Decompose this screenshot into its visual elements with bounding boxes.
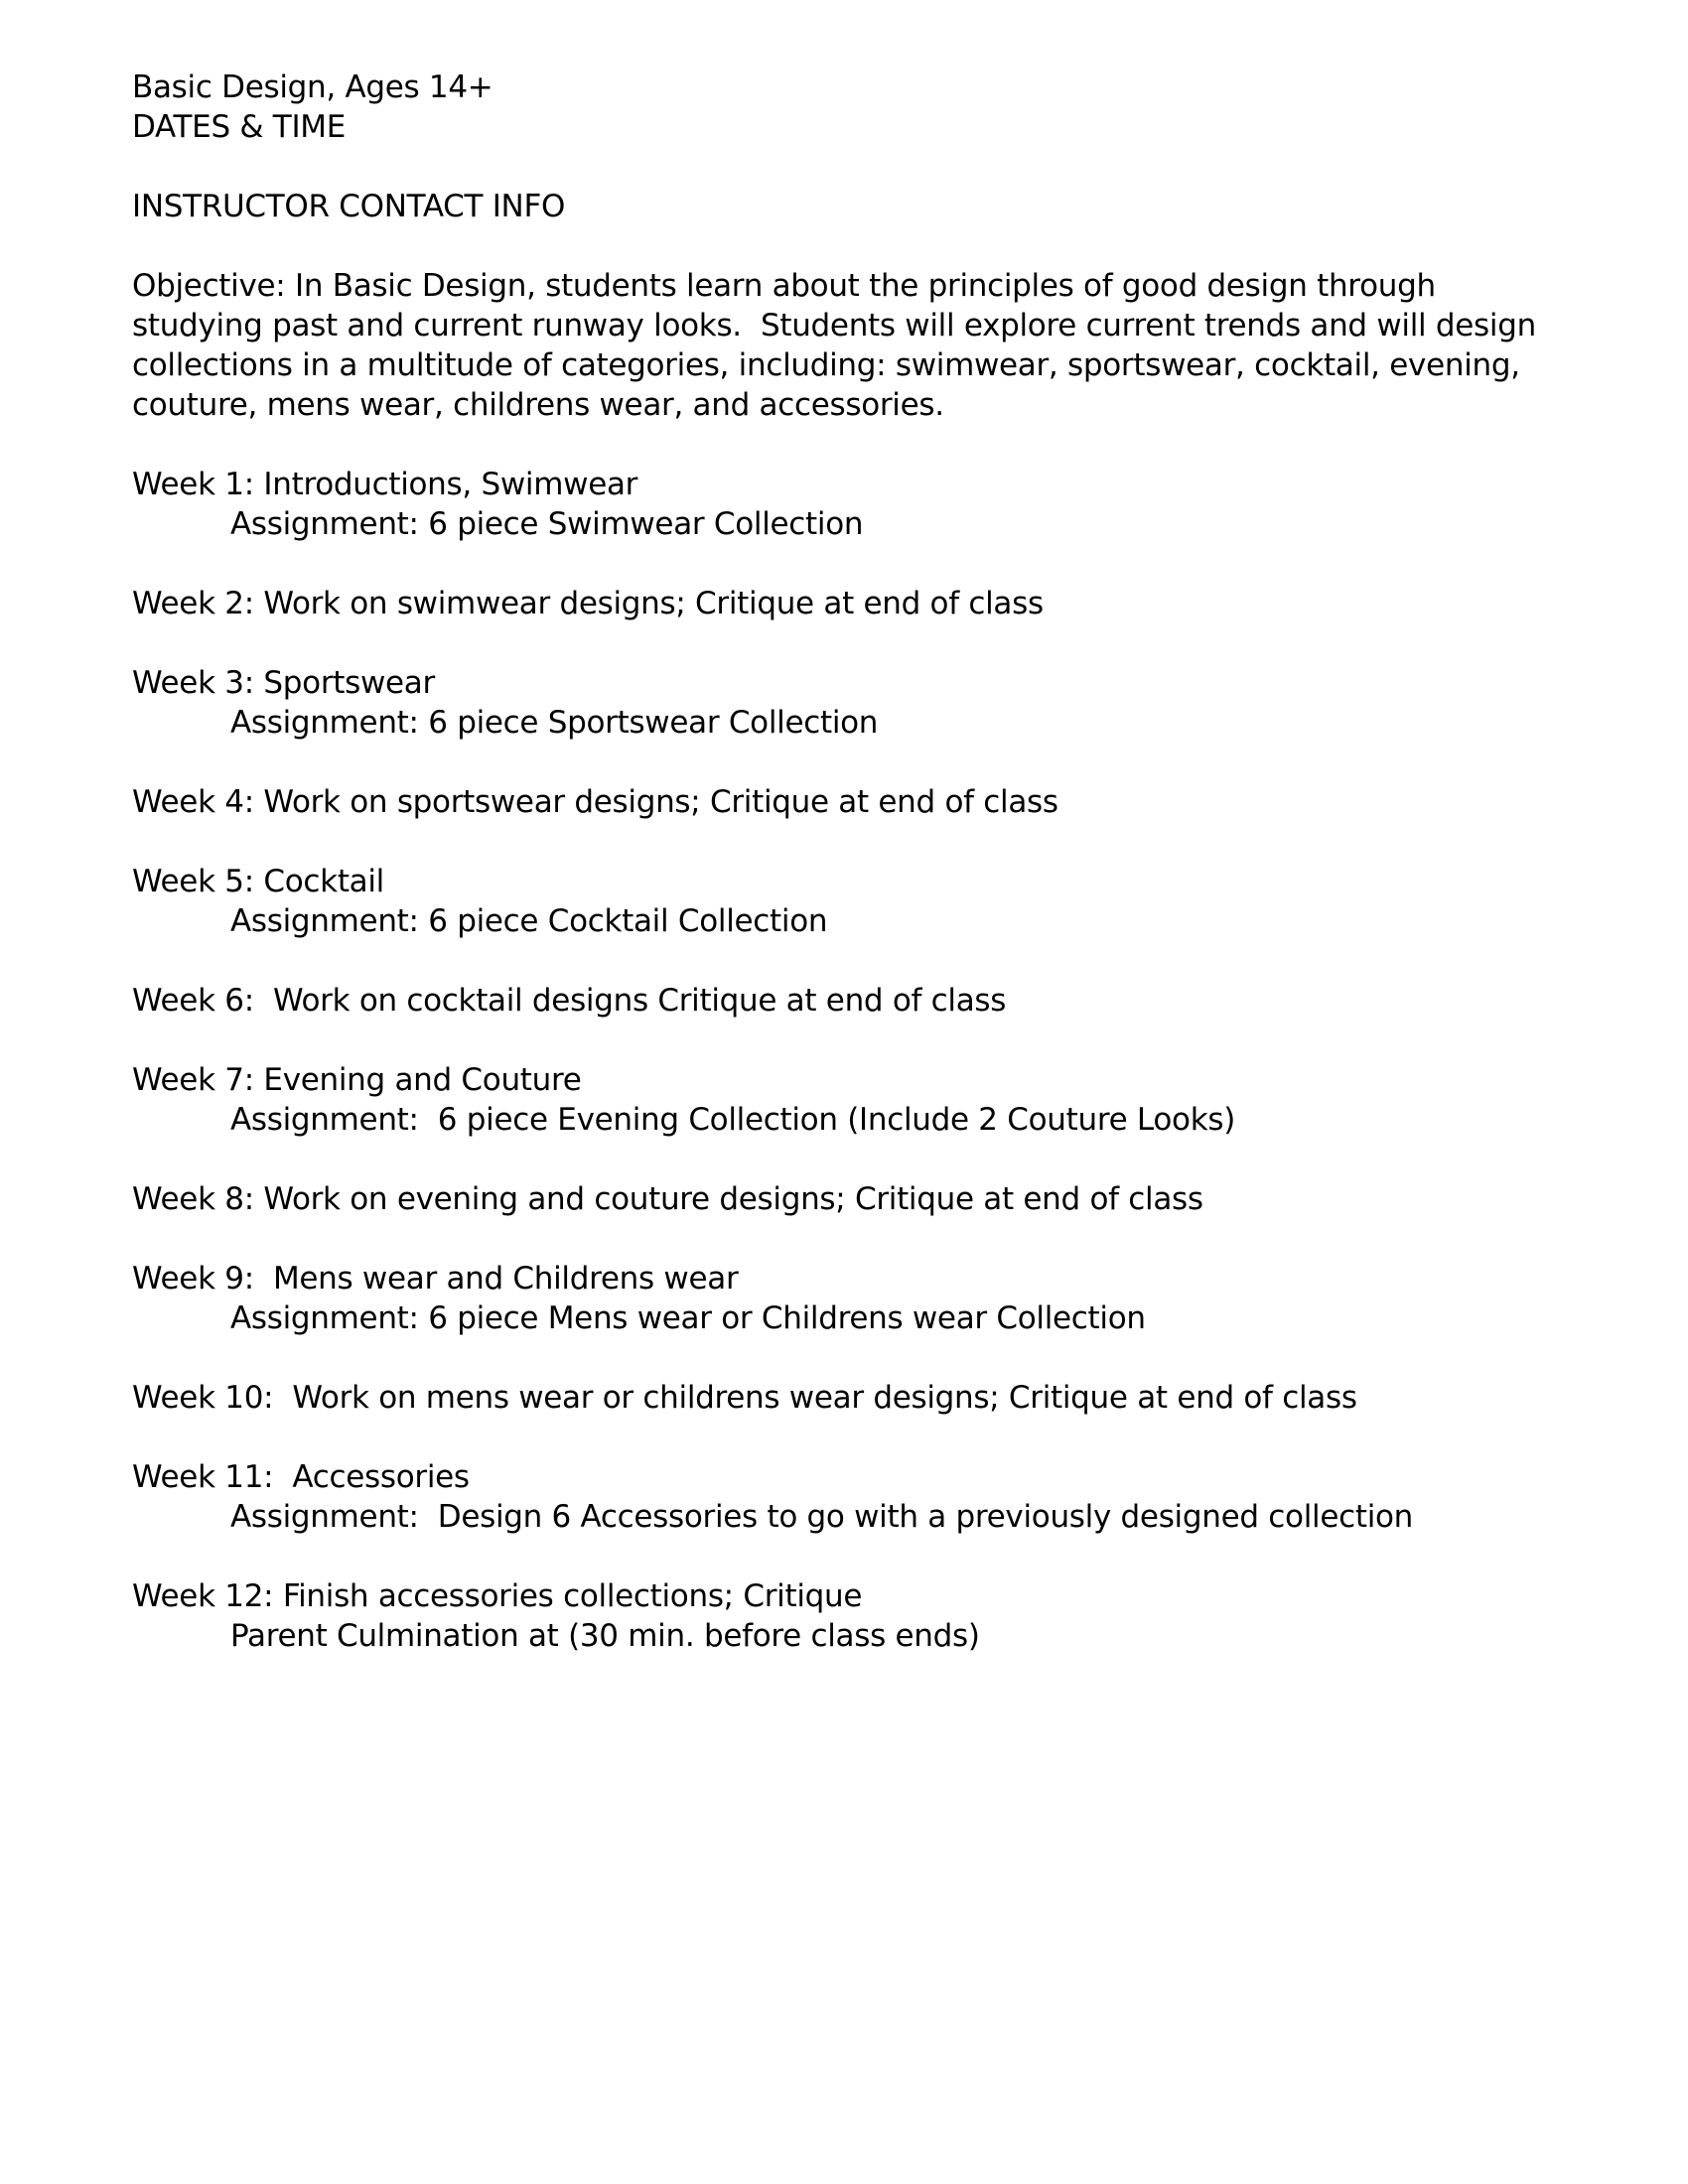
week-11 [132,1457,1602,1537]
week-2 [132,584,1602,623]
week-10 [132,1378,1602,1418]
objective-paragraph [132,266,1602,425]
week-title: Week 5: Cocktail [132,864,384,899]
week-4 [132,782,1602,822]
week-title: Week 12: Finish accessories collections; Critique [132,1578,863,1614]
week-title: Week 8: Work on evening and couture designs; Critique at end of class [132,1181,1203,1217]
week-assignment: Assignment: 6 piece Evening Collection (Include 2 Couture Looks) [230,1102,1235,1138]
week-12 [132,1576,1602,1656]
course-title: Basic Design, Ages 14+ [132,69,493,105]
instructor-contact: INSTRUCTOR CONTACT INFO [132,189,566,224]
week-title: Week 6: Work on cocktail designs Critique at end of class [132,983,1007,1019]
week-title: Week 7: Evening and Couture [132,1062,582,1098]
week-title: Week 3: Sportswear [132,665,435,701]
week-1 [132,465,1602,544]
objective-line: collections in a multitude of categories, including: swimwear, sportswear, cocktail, evening, [132,347,1520,383]
syllabus-page [132,68,1602,1656]
week-title: Week 10: Work on mens wear or childrens wear designs; Critique at end of class [132,1380,1357,1416]
week-7 [132,1060,1602,1140]
week-3 [132,663,1602,743]
week-assignment: Assignment: 6 piece Swimwear Collection [230,506,864,542]
objective-line: couture, mens wear, childrens wear, and accessories. [132,387,944,423]
week-assignment: Assignment: 6 piece Cocktail Collection [230,903,828,939]
week-title: Week 1: Introductions, Swimwear [132,467,638,502]
week-title: Week 4: Work on sportswear designs; Critique at end of class [132,784,1058,820]
week-9 [132,1259,1602,1338]
week-5 [132,862,1602,941]
week-note: Parent Culmination at (30 min. before class ends) [230,1618,980,1654]
week-assignment: Assignment: 6 piece Mens wear or Childrens wear Collection [230,1300,1146,1336]
week-title: Week 2: Work on swimwear designs; Critique at end of class [132,586,1044,621]
week-assignment: Assignment: 6 piece Sportswear Collection [230,705,879,741]
week-8 [132,1179,1602,1219]
objective-line: studying past and current runway looks. Students will explore current trends and will design [132,308,1536,343]
objective-line: Objective: In Basic Design, students learn about the principles of good design through [132,268,1436,304]
week-6 [132,981,1602,1021]
week-title: Week 9: Mens wear and Childrens wear [132,1261,739,1297]
dates-time: DATES & TIME [132,109,347,145]
week-title: Week 11: Accessories [132,1459,470,1495]
week-assignment: Assignment: Design 6 Accessories to go with a previously designed collection [230,1499,1414,1535]
